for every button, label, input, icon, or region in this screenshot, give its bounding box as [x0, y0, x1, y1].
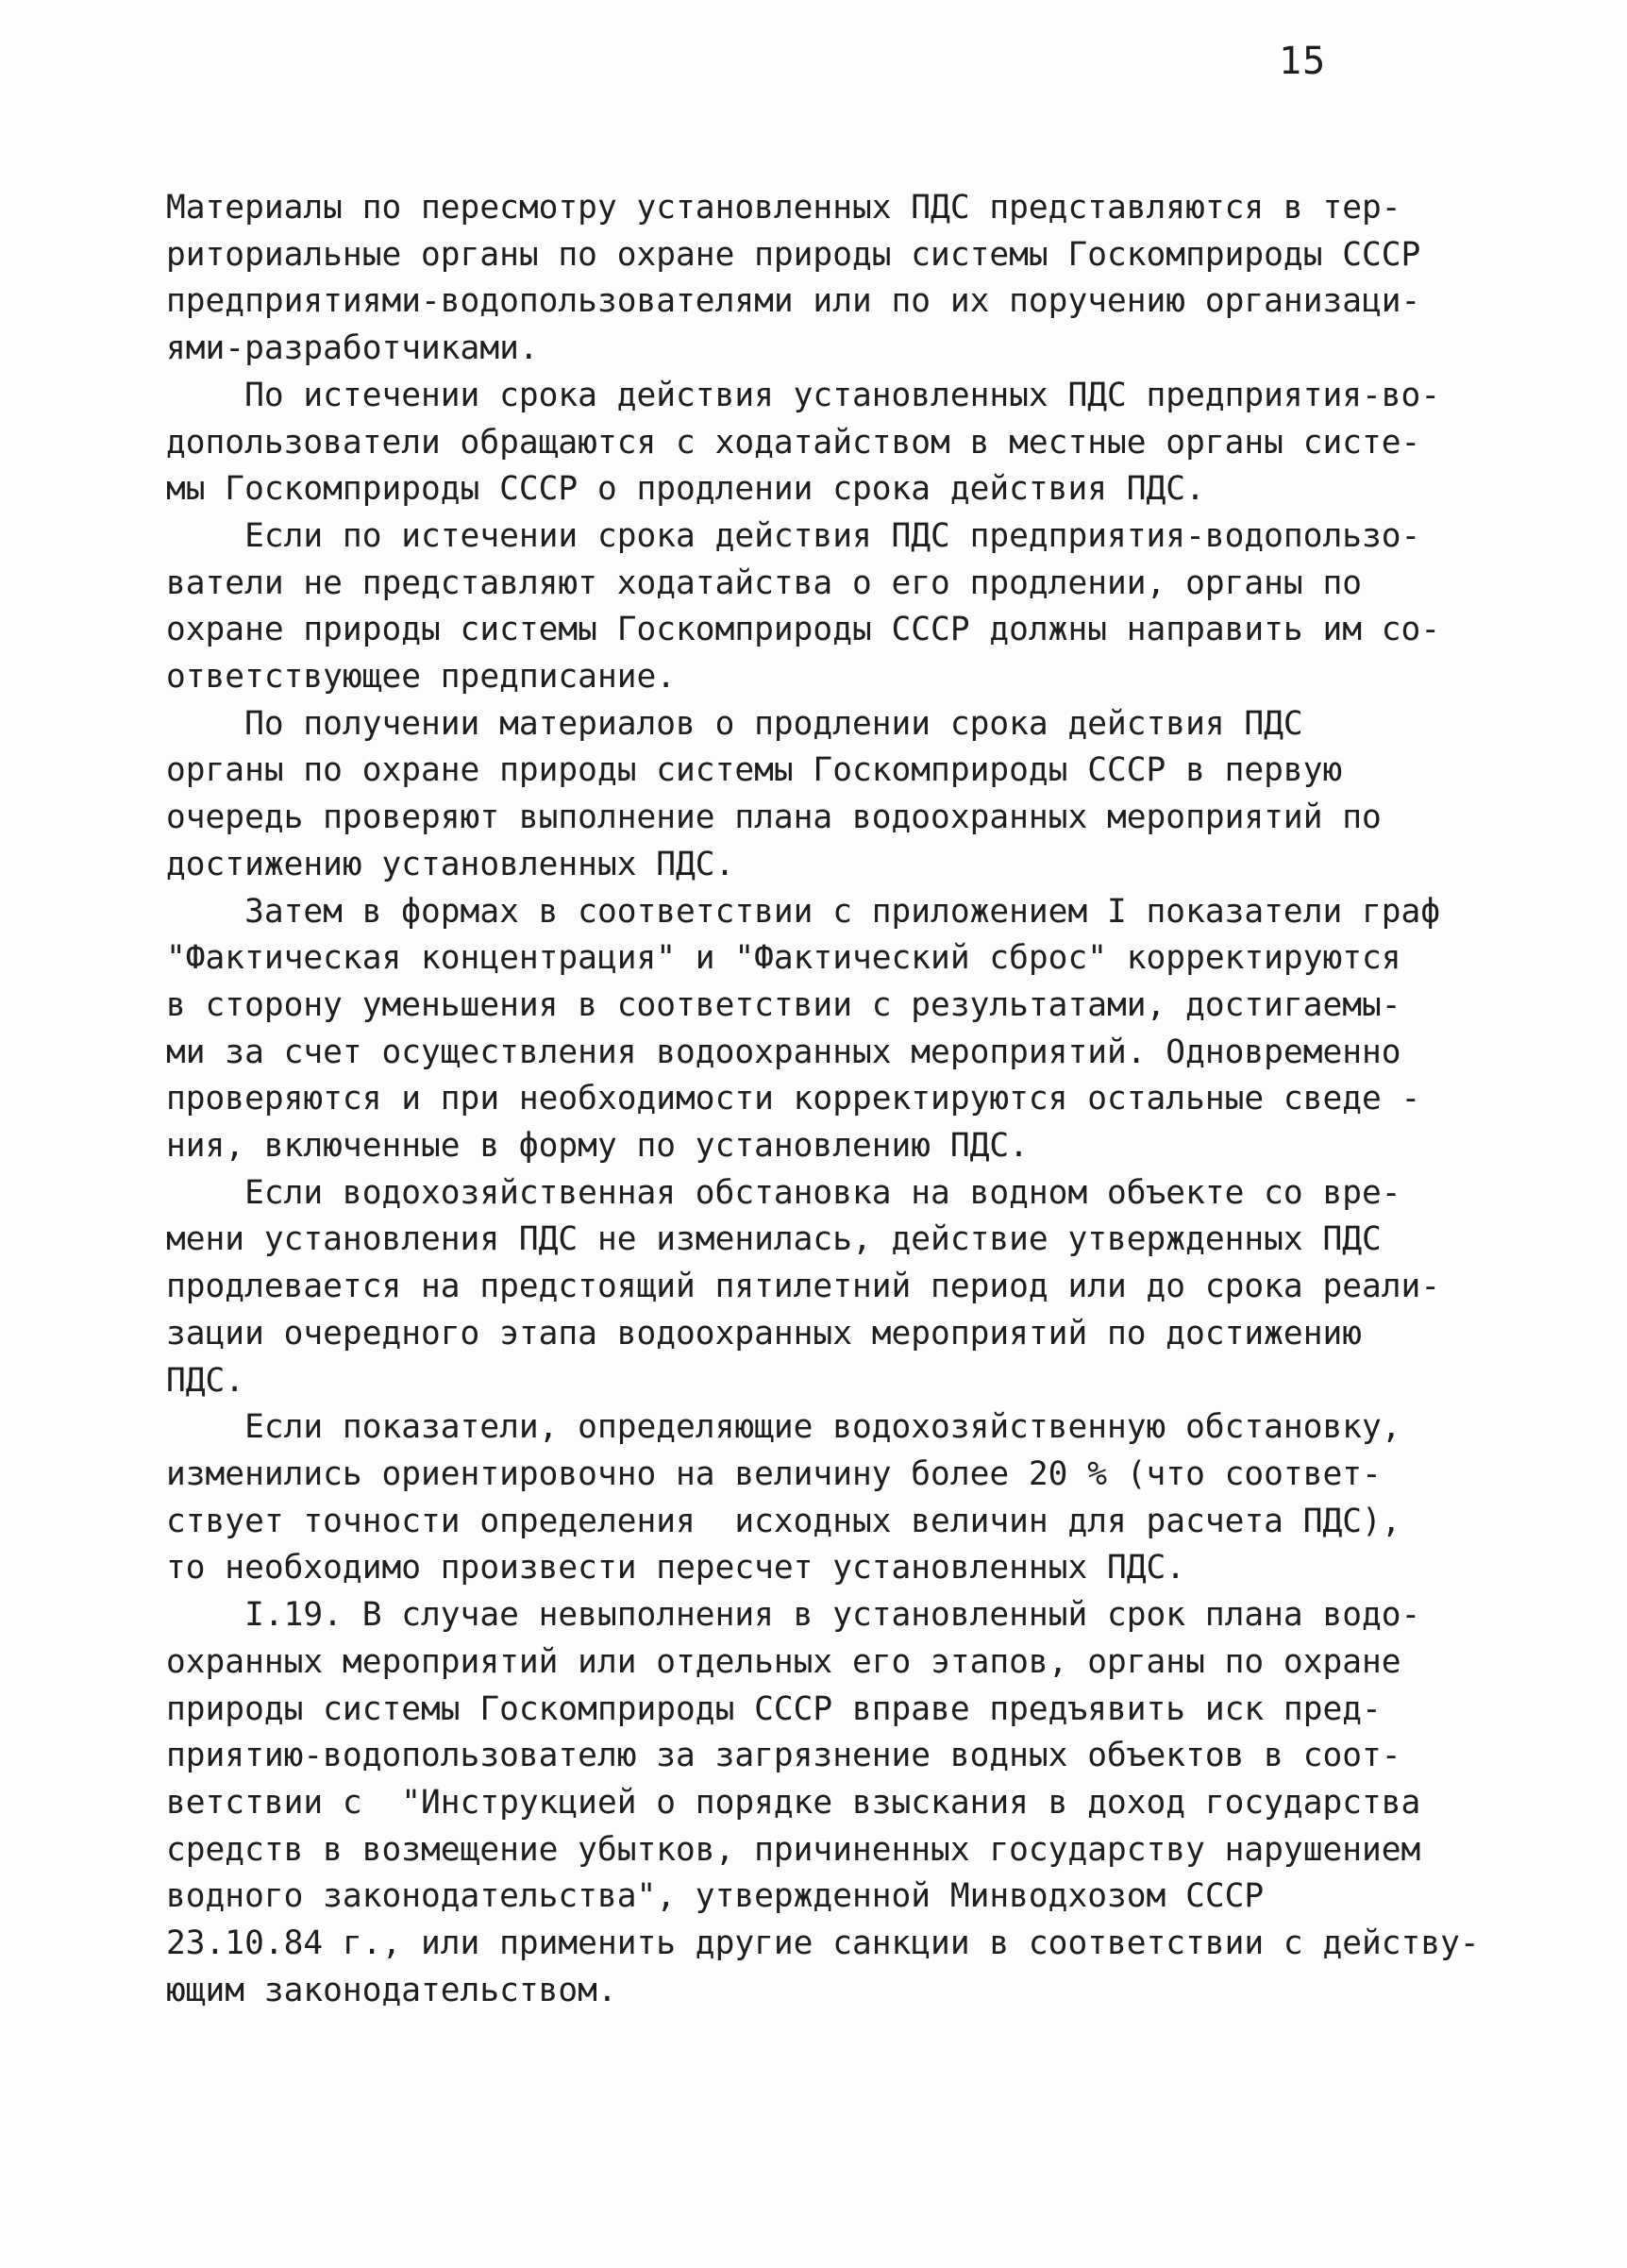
paragraph-section-1-19: I.19. В случае невыполнения в установленный срок плана водо- охранных мероприятий или отдельных его этапов, органы по охране природы системы Госкомприроды СССР вправе предъявить иск пред- приятию-водопользователю за загрязнение водных объектов в соот- ветствии с "Инструкцией о порядке взыскания в доход государства средств в возмещение убытков, причиненных государству нарушением водного законодательства", утвержденной Минводхозом СССР 23.10.84 г., или применить другие санкции в соответствии с действу- ющим законодательством. — [166, 1596, 1480, 2009]
paragraph-extension-request: По истечении срока действия установленных ПДС предприятия-во- допользователи обращаются с ходатайством в местные органы систе- мы Госкомприроды СССР о продлении срока действия ПДС. — [166, 376, 1441, 509]
paragraph-forms-correction: Затем в формах в соответствии с приложением I показатели граф "Фактическая концентрация" и "Фактический сброс" корректируются в сторону уменьшения в соответствии с результатами, достигаемы- ми за счет осуществления водоохранных мероприятий. Одновременно проверяются и при необходимости корректируются остальные сведе - ния, включенные в форму по установлению ПДС. — [166, 892, 1441, 1166]
paragraph-materials-review: Материалы по пересмотру установленных ПДС представляются в тер- риториальные органы по охране природы системы Госкомприроды СССР предприятиями-водопользователями или по их поручению организаци- ями-разработчиками. — [166, 189, 1421, 368]
paragraph-recalculation: Если показатели, определяющие водохозяйственную обстановку, изменились ориентировочно на величину более 20 % (что соответ- ствует точности определения исходных величин для расчета ПДС), то необходимо произвести пересчет установленных ПДС. — [166, 1408, 1401, 1588]
body-text — [166, 185, 1480, 2014]
page-number: 15 — [1279, 40, 1327, 83]
paragraph-no-petition: Если по истечении срока действия ПДС предприятия-водопользо- ватели не представляют ходатайства о его продлении, органы по охране природы системы Госкомприроды СССР должны направить им со- ответствующее предписание. — [166, 516, 1441, 697]
paragraph-unchanged-situation: Если водохозяйственная обстановка на водном объекте со вре- мени установления ПДС не изменилась, действие утвержденных ПДС продлевается на предстоящий пятилетний период или до срока реали- зации очередного этапа водоохранных мероприятий по достижению ПДС. — [166, 1173, 1441, 1400]
paragraph-verification: По получении материалов о продлении срока действия ПДС органы по охране природы системы Госкомприроды СССР в первую очередь проверяют выполнение плана водоохранных мероприятий по достижению установленных ПДС. — [166, 704, 1382, 883]
